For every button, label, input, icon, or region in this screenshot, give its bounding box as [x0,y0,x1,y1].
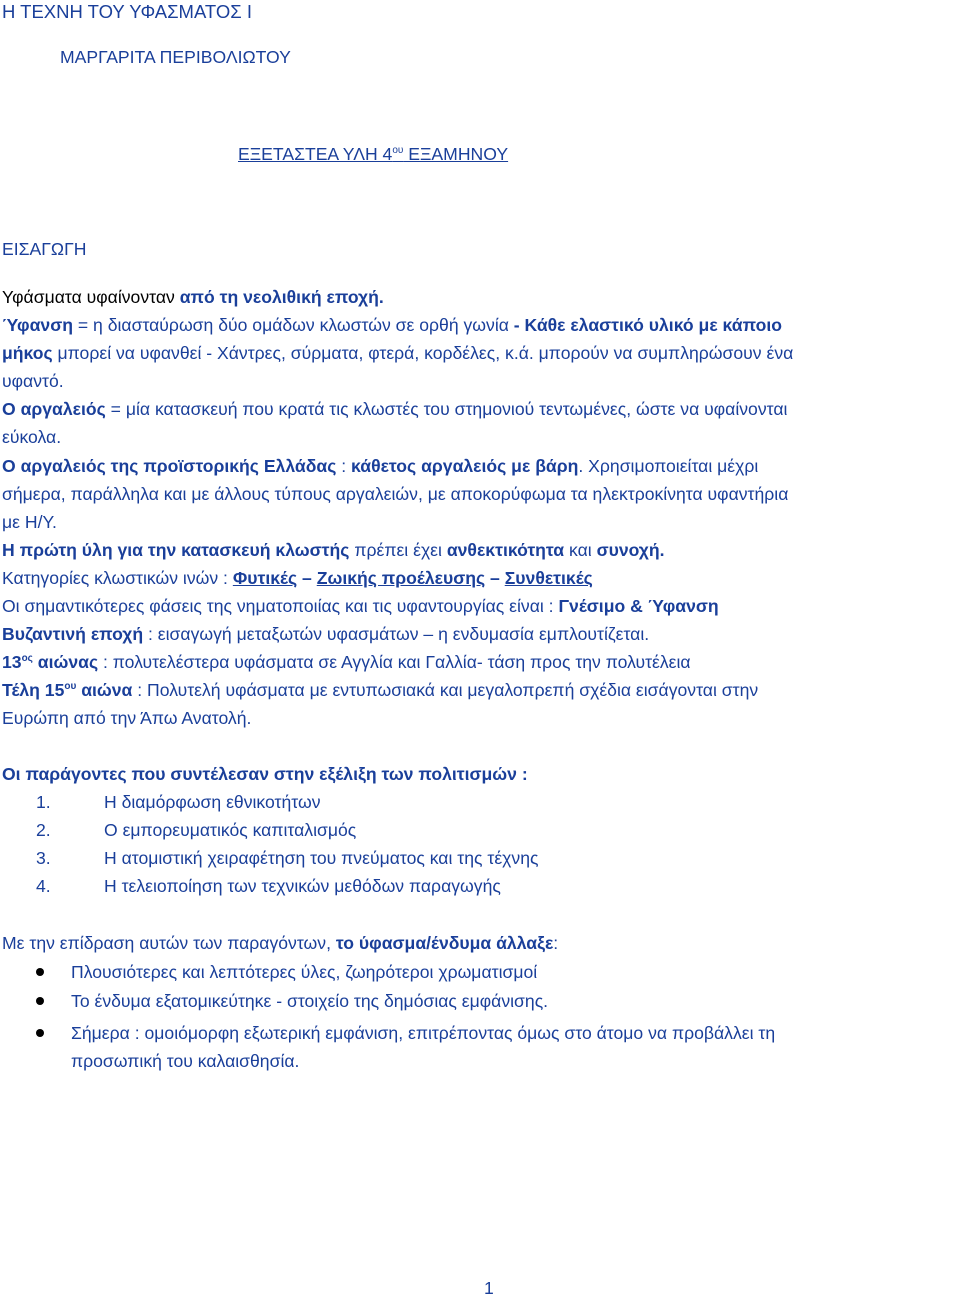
list-item: 2. [36,820,51,840]
paragraph-line: εύκολα. [2,427,62,447]
list-item-text: Η διαμόρφωση εθνικοτήτων [104,792,321,812]
paragraph-line: Τέλη $15^{o\upsilon}$ αιώνα : Πολυτελή υφάσματα με εντυπωσιακά και μεγαλοπρεπή σχέδια εισάγονται στην [2,680,759,700]
paragraph-line: Οι σημαντικότερες φάσεις της νηματοποιίας και τις υφαντουργίας είναι : Γνέσιμο & Ύφανση [2,596,719,616]
bullet-item: Πλουσιότερες και λεπτότερες ύλες, ζωηρότεροι χρωματισμοί [71,962,538,982]
paragraph-line: υφαντό. [2,371,64,391]
page-number: 1 [484,1278,494,1298]
intro-heading: ΕΙΣΑΓΩΓΗ [2,239,87,259]
paragraph-line: Ευρώπη από την Άπω Ανατολή. [2,708,252,728]
bullet-icon [36,968,44,976]
paragraph-line: Ύφανση = η διασταύρωση δύο ομάδων κλωστών σε ορθή γωνία - Κάθε ελαστικό υλικό με κάποιο [2,315,782,335]
paragraph-line: Ο αργαλειός της προϊστορικής Ελλάδας : κάθετος αργαλειός με βάρη. Χρησιμοποιείται μέχρι [2,456,759,476]
paragraph-line: μήκος μπορεί να υφανθεί - Χάντρες, σύρματα, φτερά, κορδέλες, κ.ά. μπορούν να συμπληρώσουν ένα [2,343,794,363]
bullet-item-continuation: προσωπική του καλαισθησία. [71,1051,300,1071]
effects-intro: Με την επίδραση αυτών των παραγόντων, το ύφασμα/ένδυμα άλλαξε: [2,933,559,953]
paragraph-line: Η πρώτη ύλη για την κατασκευή κλωστής πρέπει έχει ανθεκτικότητα και συνοχή. [2,540,665,560]
author-name: ΜΑΡΓΑΡΙΤΑ ΠΕΡΙΒΟΛΙΩΤΟΥ [60,47,291,67]
bullet-item: Σήμερα : ομοιόμορφη εξωτερική εμφάνιση, επιτρέποντας όμως στο άτομο να προβάλλει τη [71,1023,776,1043]
bullet-icon [36,997,44,1005]
paragraph-line: $13^{o\varsigma}$ αιώνας : πολυτελέστερα υφάσματα σε Αγγλία και Γαλλία- τάση προς την πολυτέλεια [2,652,691,672]
document-title: Η ΤΕΧΝΗ ΤΟΥ ΥΦΑΣΜΑΤΟΣ Ι [2,1,252,22]
list-item: 1. [36,792,51,812]
bullet-icon [36,1029,44,1037]
paragraph-line: με Η/Υ. [2,512,57,532]
list-item-text: Ο εμπορευματικός καπιταλισμός [104,820,357,840]
paragraph-line: Βυζαντινή εποχή : εισαγωγή μεταξωτών υφασμάτων – η ενδυμασία εμπλουτίζεται. [2,624,650,644]
paragraph-line: Κατηγορίες κλωστικών ινών : Φυτικές – Ζωικής προέλευσης – Συνθετικές [2,568,593,588]
exam-subtitle: ΕΞΕΤΑΣΤΕΑ ΥΛΗ $4^{o\upsilon}$ ΕΞΑΜΗΝΟΥ [238,144,509,164]
list-item: 3. [36,848,51,868]
paragraph-line: Υφάσματα υφαίνονταν από τη νεολιθική εποχή. [2,287,384,307]
list-item-text: Η τελειοποίηση των τεχνικών μεθόδων παραγωγής [104,876,501,896]
paragraph-line: Ο αργαλειός = μία κατασκευή που κρατά τις κλωστές του στημονιού τεντωμένες, ώστε να υφαίνονται [2,399,788,419]
list-item: 4. [36,876,51,896]
bullet-item: Το ένδυμα εξατομικεύτηκε - στοιχείο της δημόσιας εμφάνισης. [71,991,549,1011]
paragraph-line: σήμερα, παράλληλα και με άλλους τύπους αργαλειών, με αποκορύφωμα τα ηλεκτροκίνητα υφαντήρια [2,484,789,504]
factors-heading: Οι παράγοντες που συντέλεσαν στην εξέλιξη των πολιτισμών : [2,764,528,784]
list-item-text: Η ατομιστική χειραφέτηση του πνεύματος και της τέχνης [104,848,539,868]
